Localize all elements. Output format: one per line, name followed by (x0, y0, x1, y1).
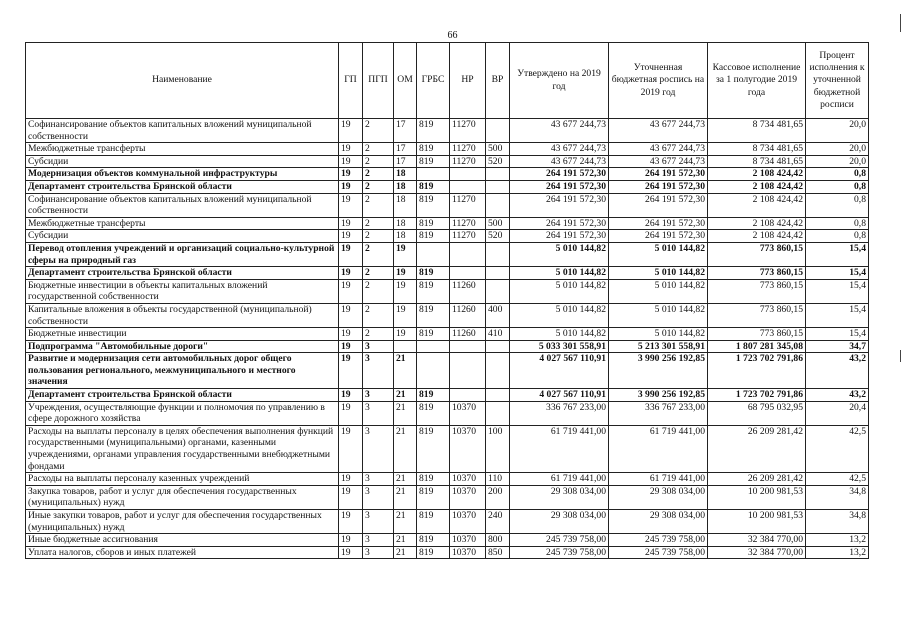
row-gp: 19 (339, 340, 363, 353)
row-vr: 100 (486, 425, 510, 472)
row-refined: 3 990 256 192,85 (609, 353, 708, 389)
row-refined: 29 308 034,00 (609, 485, 708, 509)
row-name: Капитальные вложения в объекты государственной (муниципальной) собственности (26, 303, 339, 327)
row-gp: 19 (339, 168, 363, 181)
row-approved: 61 719 441,00 (510, 473, 609, 486)
row-cash: 8 734 481,65 (708, 155, 806, 168)
row-name: Департамент строительства Брянской области (26, 267, 339, 280)
row-cash: 773 860,15 (708, 303, 806, 327)
row-cash: 8 734 481,65 (708, 143, 806, 156)
row-refined: 264 191 572,30 (609, 193, 708, 217)
row-nr: 11260 (450, 303, 486, 327)
row-grbs: 819 (417, 303, 450, 327)
row-refined: 3 990 256 192,85 (609, 389, 708, 402)
row-grbs: 819 (417, 230, 450, 243)
row-refined: 264 191 572,30 (609, 230, 708, 243)
row-pgp: 3 (363, 389, 394, 402)
row-pgp: 2 (363, 143, 394, 156)
row-om: 21 (394, 389, 417, 402)
column-header: ПГП (363, 43, 394, 119)
row-cash: 773 860,15 (708, 328, 806, 341)
page-number: 66 (447, 30, 458, 41)
row-om: 18 (394, 168, 417, 181)
row-refined: 264 191 572,30 (609, 180, 708, 193)
column-header: Утверждено на 2019 год (510, 43, 609, 119)
row-approved: 264 191 572,30 (510, 217, 609, 230)
row-approved: 43 677 244,73 (510, 155, 609, 168)
table-body (26, 119, 869, 559)
row-name: Закупка товаров, работ и услуг для обеспечения государственных (муниципальных) нужд (26, 485, 339, 509)
row-gp: 19 (339, 389, 363, 402)
column-header: ВР (486, 43, 510, 119)
row-approved: 4 027 567 110,91 (510, 389, 609, 402)
row-om: 18 (394, 217, 417, 230)
row-vr: 200 (486, 485, 510, 509)
row-pgp: 2 (363, 180, 394, 193)
row-cash: 68 795 032,95 (708, 401, 806, 425)
row-vr (486, 242, 510, 266)
table-row (26, 353, 869, 389)
row-approved: 29 308 034,00 (510, 485, 609, 509)
row-pgp: 3 (363, 340, 394, 353)
row-nr (450, 389, 486, 402)
row-cash: 2 108 424,42 (708, 217, 806, 230)
row-pgp: 3 (363, 546, 394, 559)
row-om: 19 (394, 242, 417, 266)
row-om: 19 (394, 267, 417, 280)
row-pgp: 2 (363, 119, 394, 143)
row-om: 21 (394, 425, 417, 472)
row-percent: 15,4 (806, 267, 869, 280)
row-gp: 19 (339, 180, 363, 193)
row-vr: 500 (486, 143, 510, 156)
row-gp: 19 (339, 217, 363, 230)
row-percent: 42,5 (806, 425, 869, 472)
table-row (26, 303, 869, 327)
row-name: Учреждения, осуществляющие функции и полномочия по управлению в сфере дорожного хозяйства (26, 401, 339, 425)
row-name: Расходы на выплаты персоналу в целях обеспечения выполнения функций государственными (муниципальными) органами, казенными учреждениями, органами управления государственными внебюджетными фондами (26, 425, 339, 472)
row-nr: 11270 (450, 217, 486, 230)
row-cash: 2 108 424,42 (708, 180, 806, 193)
row-cash: 1 723 702 791,86 (708, 353, 806, 389)
row-name: Межбюджетные трансферты (26, 143, 339, 156)
table-row (26, 340, 869, 353)
row-name: Софинансирование объектов капитальных вложений муниципальной собственности (26, 119, 339, 143)
row-percent: 15,4 (806, 242, 869, 266)
row-nr: 11270 (450, 119, 486, 143)
row-nr: 10370 (450, 425, 486, 472)
row-grbs (417, 340, 450, 353)
row-om: 18 (394, 180, 417, 193)
row-cash: 773 860,15 (708, 242, 806, 266)
row-name: Бюджетные инвестиции в объекты капитальных вложений государственной собственности (26, 279, 339, 303)
row-grbs: 819 (417, 328, 450, 341)
table-row (26, 230, 869, 243)
row-approved: 43 677 244,73 (510, 119, 609, 143)
row-approved: 5 033 301 558,91 (510, 340, 609, 353)
row-name: Софинансирование объектов капитальных вложений муниципальной собственности (26, 193, 339, 217)
row-refined: 43 677 244,73 (609, 155, 708, 168)
row-cash: 8 734 481,65 (708, 119, 806, 143)
row-pgp: 3 (363, 473, 394, 486)
row-gp: 19 (339, 303, 363, 327)
row-pgp: 2 (363, 193, 394, 217)
row-om: 21 (394, 546, 417, 559)
row-refined: 264 191 572,30 (609, 217, 708, 230)
row-approved: 264 191 572,30 (510, 193, 609, 217)
row-nr: 11270 (450, 193, 486, 217)
row-om: 18 (394, 193, 417, 217)
row-refined: 5 010 144,82 (609, 267, 708, 280)
row-grbs: 819 (417, 279, 450, 303)
row-gp: 19 (339, 279, 363, 303)
row-percent: 13,2 (806, 546, 869, 559)
row-nr: 11270 (450, 230, 486, 243)
table-row (26, 217, 869, 230)
row-pgp: 3 (363, 353, 394, 389)
row-vr (486, 340, 510, 353)
row-gp: 19 (339, 230, 363, 243)
row-refined: 336 767 233,00 (609, 401, 708, 425)
row-name: Иные закупки товаров, работ и услуг для обеспечения государственных (муниципальных) нужд (26, 510, 339, 534)
row-nr (450, 267, 486, 280)
row-refined: 29 308 034,00 (609, 510, 708, 534)
row-gp: 19 (339, 510, 363, 534)
row-nr (450, 353, 486, 389)
row-nr: 10370 (450, 546, 486, 559)
row-cash: 2 108 424,42 (708, 168, 806, 181)
row-approved: 5 010 144,82 (510, 303, 609, 327)
table-header-row (26, 43, 869, 119)
row-cash: 773 860,15 (708, 267, 806, 280)
row-approved: 5 010 144,82 (510, 267, 609, 280)
row-om: 21 (394, 534, 417, 547)
row-approved: 264 191 572,30 (510, 168, 609, 181)
row-grbs: 819 (417, 143, 450, 156)
row-nr: 10370 (450, 510, 486, 534)
scan-edge-mark (900, 350, 901, 362)
row-name: Уплата налогов, сборов и иных платежей (26, 546, 339, 559)
row-om (394, 340, 417, 353)
row-gp: 19 (339, 401, 363, 425)
row-om: 21 (394, 401, 417, 425)
row-vr: 410 (486, 328, 510, 341)
row-percent: 15,4 (806, 279, 869, 303)
row-refined: 5 010 144,82 (609, 242, 708, 266)
row-percent: 0,8 (806, 230, 869, 243)
row-grbs: 819 (417, 473, 450, 486)
row-vr: 240 (486, 510, 510, 534)
row-percent: 0,8 (806, 217, 869, 230)
row-percent: 15,4 (806, 303, 869, 327)
row-nr (450, 242, 486, 266)
row-cash: 10 200 981,53 (708, 510, 806, 534)
row-gp: 19 (339, 485, 363, 509)
table-row (26, 180, 869, 193)
row-nr: 11260 (450, 279, 486, 303)
row-gp: 19 (339, 425, 363, 472)
table-row (26, 193, 869, 217)
row-vr (486, 389, 510, 402)
row-refined: 245 739 758,00 (609, 534, 708, 547)
row-pgp: 3 (363, 425, 394, 472)
row-percent: 13,2 (806, 534, 869, 547)
row-refined: 264 191 572,30 (609, 168, 708, 181)
row-nr: 11260 (450, 328, 486, 341)
row-refined: 61 719 441,00 (609, 473, 708, 486)
row-grbs: 819 (417, 389, 450, 402)
row-name: Межбюджетные трансферты (26, 217, 339, 230)
row-gp: 19 (339, 353, 363, 389)
row-name: Подпрограмма "Автомобильные дороги" (26, 340, 339, 353)
row-vr: 850 (486, 546, 510, 559)
row-om: 17 (394, 119, 417, 143)
row-vr (486, 267, 510, 280)
row-grbs: 819 (417, 155, 450, 168)
column-header: Кассовое исполнение за 1 полугодие 2019 года (708, 43, 806, 119)
row-vr: 110 (486, 473, 510, 486)
row-cash: 773 860,15 (708, 279, 806, 303)
column-header: ГРБС (417, 43, 450, 119)
row-cash: 1 807 281 345,08 (708, 340, 806, 353)
row-om: 18 (394, 230, 417, 243)
row-grbs: 819 (417, 546, 450, 559)
row-om: 21 (394, 353, 417, 389)
row-cash: 32 384 770,00 (708, 546, 806, 559)
row-approved: 245 739 758,00 (510, 534, 609, 547)
row-gp: 19 (339, 242, 363, 266)
row-gp: 19 (339, 473, 363, 486)
row-gp: 19 (339, 119, 363, 143)
row-grbs: 819 (417, 267, 450, 280)
table-row (26, 389, 869, 402)
row-pgp: 3 (363, 510, 394, 534)
row-vr (486, 353, 510, 389)
row-om: 17 (394, 143, 417, 156)
table-row (26, 546, 869, 559)
row-cash: 26 209 281,42 (708, 425, 806, 472)
row-pgp: 3 (363, 401, 394, 425)
row-pgp: 2 (363, 267, 394, 280)
row-gp: 19 (339, 546, 363, 559)
row-refined: 245 739 758,00 (609, 546, 708, 559)
row-nr (450, 168, 486, 181)
row-name: Бюджетные инвестиции (26, 328, 339, 341)
row-vr (486, 193, 510, 217)
row-approved: 5 010 144,82 (510, 242, 609, 266)
column-header: Уточненная бюджетная роспись на 2019 год (609, 43, 708, 119)
row-grbs: 819 (417, 119, 450, 143)
row-name: Перевод отопления учреждений и организаций социально-культурной сферы на природный газ (26, 242, 339, 266)
row-refined: 5 010 144,82 (609, 328, 708, 341)
row-percent: 34,8 (806, 485, 869, 509)
row-grbs: 819 (417, 534, 450, 547)
row-vr: 520 (486, 155, 510, 168)
row-refined: 61 719 441,00 (609, 425, 708, 472)
row-pgp: 3 (363, 485, 394, 509)
row-grbs: 819 (417, 217, 450, 230)
row-vr (486, 168, 510, 181)
row-percent: 43,2 (806, 353, 869, 389)
row-nr: 11270 (450, 143, 486, 156)
row-cash: 2 108 424,42 (708, 230, 806, 243)
row-percent: 20,0 (806, 119, 869, 143)
column-header: ОМ (394, 43, 417, 119)
row-name: Субсидии (26, 230, 339, 243)
row-approved: 5 010 144,82 (510, 279, 609, 303)
row-name: Субсидии (26, 155, 339, 168)
row-vr: 400 (486, 303, 510, 327)
row-vr (486, 401, 510, 425)
table-row (26, 401, 869, 425)
row-gp: 19 (339, 328, 363, 341)
row-vr: 500 (486, 217, 510, 230)
row-grbs: 819 (417, 180, 450, 193)
row-approved: 5 010 144,82 (510, 328, 609, 341)
table-row (26, 485, 869, 509)
table-row (26, 267, 869, 280)
row-om: 19 (394, 328, 417, 341)
row-nr (450, 340, 486, 353)
row-refined: 5 213 301 558,91 (609, 340, 708, 353)
row-percent: 20,0 (806, 155, 869, 168)
row-name: Расходы на выплаты персоналу казенных учреждений (26, 473, 339, 486)
row-grbs: 819 (417, 425, 450, 472)
row-refined: 5 010 144,82 (609, 279, 708, 303)
row-vr: 800 (486, 534, 510, 547)
scan-edge-mark (900, 14, 901, 32)
table-row (26, 119, 869, 143)
row-percent: 43,2 (806, 389, 869, 402)
row-gp: 19 (339, 193, 363, 217)
row-refined: 43 677 244,73 (609, 143, 708, 156)
row-approved: 4 027 567 110,91 (510, 353, 609, 389)
row-cash: 1 723 702 791,86 (708, 389, 806, 402)
column-header: Процент исполнения к уточненной бюджетной росписи (806, 43, 869, 119)
row-vr (486, 279, 510, 303)
row-grbs: 819 (417, 510, 450, 534)
row-percent: 0,8 (806, 193, 869, 217)
row-approved: 264 191 572,30 (510, 230, 609, 243)
row-approved: 336 767 233,00 (510, 401, 609, 425)
row-om: 17 (394, 155, 417, 168)
row-pgp: 2 (363, 279, 394, 303)
table-row (26, 473, 869, 486)
row-nr: 10370 (450, 534, 486, 547)
row-om: 19 (394, 303, 417, 327)
row-pgp: 2 (363, 242, 394, 266)
row-percent: 0,8 (806, 168, 869, 181)
row-percent: 15,4 (806, 328, 869, 341)
row-nr: 10370 (450, 485, 486, 509)
row-pgp: 2 (363, 217, 394, 230)
row-name: Развитие и модернизация сети автомобильных дорог общего пользования регионального, межмуниципального и местного значения (26, 353, 339, 389)
row-gp: 19 (339, 143, 363, 156)
column-header: ГП (339, 43, 363, 119)
column-header: Наименование (26, 43, 339, 119)
row-vr (486, 119, 510, 143)
row-om: 21 (394, 485, 417, 509)
row-nr: 11270 (450, 155, 486, 168)
row-grbs: 819 (417, 193, 450, 217)
row-pgp: 2 (363, 168, 394, 181)
row-percent: 42,5 (806, 473, 869, 486)
row-approved: 264 191 572,30 (510, 180, 609, 193)
table-row (26, 143, 869, 156)
row-name: Иные бюджетные ассигнования (26, 534, 339, 547)
row-gp: 19 (339, 534, 363, 547)
table-row (26, 510, 869, 534)
table-row (26, 279, 869, 303)
row-om: 21 (394, 473, 417, 486)
row-grbs: 819 (417, 401, 450, 425)
row-grbs (417, 242, 450, 266)
table-row (26, 425, 869, 472)
row-grbs (417, 168, 450, 181)
row-cash: 32 384 770,00 (708, 534, 806, 547)
row-name: Модернизация объектов коммунальной инфраструктуры (26, 168, 339, 181)
row-cash: 2 108 424,42 (708, 193, 806, 217)
row-approved: 61 719 441,00 (510, 425, 609, 472)
row-percent: 34,8 (806, 510, 869, 534)
row-nr (450, 180, 486, 193)
row-om: 19 (394, 279, 417, 303)
row-approved: 29 308 034,00 (510, 510, 609, 534)
row-name: Департамент строительства Брянской области (26, 389, 339, 402)
row-pgp: 3 (363, 534, 394, 547)
row-percent: 20,4 (806, 401, 869, 425)
table-row (26, 534, 869, 547)
row-nr: 10370 (450, 401, 486, 425)
budget-execution-table (25, 42, 869, 559)
table-row (26, 168, 869, 181)
row-gp: 19 (339, 267, 363, 280)
row-approved: 43 677 244,73 (510, 143, 609, 156)
row-vr (486, 180, 510, 193)
row-refined: 43 677 244,73 (609, 119, 708, 143)
row-name: Департамент строительства Брянской области (26, 180, 339, 193)
row-vr: 520 (486, 230, 510, 243)
row-approved: 245 739 758,00 (510, 546, 609, 559)
row-nr: 10370 (450, 473, 486, 486)
row-grbs: 819 (417, 485, 450, 509)
table-row (26, 328, 869, 341)
row-pgp: 2 (363, 155, 394, 168)
row-refined: 5 010 144,82 (609, 303, 708, 327)
row-om: 21 (394, 510, 417, 534)
row-grbs (417, 353, 450, 389)
table-row (26, 155, 869, 168)
row-percent: 34,7 (806, 340, 869, 353)
row-cash: 10 200 981,53 (708, 485, 806, 509)
row-percent: 20,0 (806, 143, 869, 156)
row-pgp: 2 (363, 303, 394, 327)
row-pgp: 2 (363, 230, 394, 243)
table-row (26, 242, 869, 266)
row-cash: 26 209 281,42 (708, 473, 806, 486)
row-pgp: 2 (363, 328, 394, 341)
column-header: НР (450, 43, 486, 119)
row-percent: 0,8 (806, 180, 869, 193)
row-gp: 19 (339, 155, 363, 168)
